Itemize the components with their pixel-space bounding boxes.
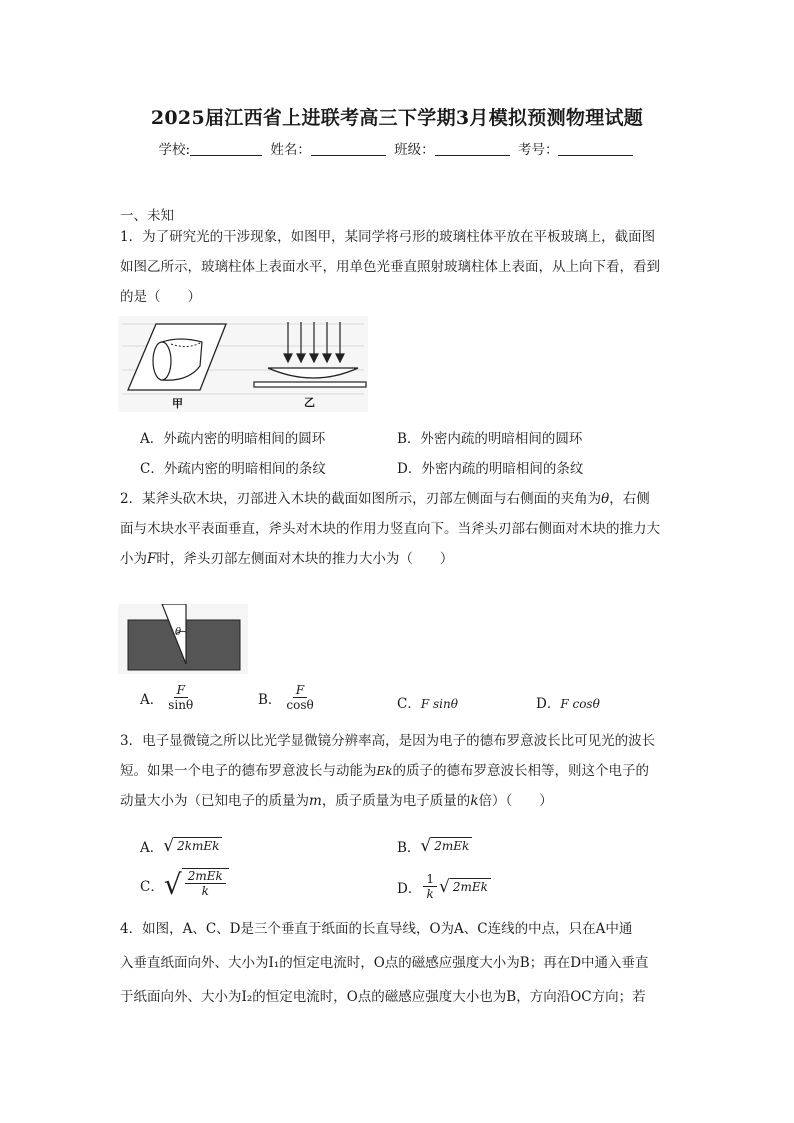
q2-option-d[interactable] <box>536 692 600 712</box>
q3-line-2a: 短。如果一个电子的德布罗意波长与动能为 <box>120 763 377 779</box>
q1-line-3: 的是（ ） <box>120 289 201 305</box>
class-field[interactable] <box>435 141 510 156</box>
q1-line-1: 1．为了研究光的干涉现象，如图甲，某同学将弓形的玻璃柱体平放在平板玻璃上，截面图 <box>120 229 656 245</box>
q2-force-symbol: F <box>147 551 157 567</box>
q3-ek-symbol: Ek <box>376 764 393 778</box>
question-3 <box>120 726 680 816</box>
q2-option-c[interactable] <box>397 692 458 712</box>
q3-b-radicand: 2mEk <box>431 837 472 855</box>
q2-fig-theta: θ <box>175 627 182 638</box>
q3-option-b-sqrt: √ 2mEk <box>420 837 472 855</box>
q2-line-2: 面与木块水平表面垂直，斧头对木块的作用力竖直向下。当斧头刃部右侧面对木块的推力大 <box>120 521 660 537</box>
q3-option-d-sqrt: √ 2mEk <box>439 878 491 896</box>
q3-option-d-coefficient <box>423 872 437 901</box>
q3-option-c[interactable] <box>140 868 229 902</box>
q3-d-radicand: 2mEk <box>450 878 491 896</box>
question-1 <box>120 222 680 312</box>
q3-line-1: 3．电子显微镜之所以比光学显微镜分辨率高，是因为电子的德布罗意波长比可见光的波长 <box>120 733 656 749</box>
q3-line-3a: 动量大小为（已知电子的质量为 <box>120 793 309 809</box>
q3-line-3b: ，质子质量为电子质量的 <box>321 793 471 809</box>
name-label: 姓名： <box>270 142 311 158</box>
page-title: 2025届江西省上进联考高三下学期3月模拟预测物理试题 <box>150 107 644 129</box>
q2-option-a-fraction <box>165 683 196 712</box>
q2-line-3b: 时，斧头刃部左侧面对木块的推力大小为（ ） <box>156 551 454 567</box>
q3-option-d[interactable] <box>397 872 491 901</box>
q2-b-numerator: F <box>293 683 307 698</box>
q3-k-symbol: k <box>470 793 479 809</box>
q3-option-b[interactable] <box>397 836 472 856</box>
q3-option-a-label: A． <box>140 840 164 856</box>
q3-option-b-label: B． <box>397 840 421 856</box>
q3-c-numerator: 2mEk <box>185 869 226 884</box>
exam-no-label: 考号： <box>517 142 559 158</box>
q1-figure <box>118 316 368 412</box>
q3-a-radicand: 2kmEk <box>174 837 222 855</box>
school-label: 学校: <box>158 142 191 158</box>
q1-option-c[interactable]: C．外疏内密的明暗相间的条纹 <box>140 461 326 477</box>
q3-option-d-label: D． <box>397 880 422 897</box>
school-field[interactable] <box>190 141 262 156</box>
q3-line-2b: 的质子的德布罗意波长相等，则这个电子的 <box>392 763 650 779</box>
name-field[interactable] <box>311 141 386 156</box>
q2-a-denominator: sinθ <box>168 698 194 712</box>
q4-line-2: 入垂直纸面向外、大小为I₁的恒定电流时，O点的磁感应强度大小为B；再在D中通入垂直 <box>120 955 649 971</box>
q1-line-2: 如图乙所示，玻璃柱体上表面水平，用单色光垂直照射玻璃柱体上表面，从上向下看，看到 <box>120 259 660 275</box>
class-label: 班级： <box>394 142 435 158</box>
q2-b-denominator: cosθ <box>286 698 314 712</box>
q3-option-a-sqrt: √ 2kmEk <box>163 837 222 855</box>
q2-option-a-label: A． <box>140 691 164 708</box>
question-4 <box>120 912 680 1014</box>
q2-option-a[interactable] <box>140 683 198 712</box>
q2-option-c-label: C． <box>397 696 421 712</box>
q3-d-coef-numerator: 1 <box>423 872 437 887</box>
q1-option-d[interactable]: D．外密内疏的明暗相间的条纹 <box>397 461 584 477</box>
q3-d-coef-denominator: k <box>426 887 434 901</box>
q3-option-c-sqrt: √ $\frac{\text{2mEk}}{k}$ <box>164 868 229 902</box>
q3-c-denominator: k <box>201 884 209 898</box>
q1-option-a[interactable]: A．外疏内密的明暗相间的圆环 <box>140 431 326 447</box>
fig-a-label: 甲 <box>172 397 183 410</box>
q2-line-1: 2．某斧头砍木块，刃部进入木块的截面如图所示，刃部左侧面与右侧面的夹角为 <box>120 491 602 507</box>
q3-line-3c: 倍）（ ） <box>478 793 553 809</box>
q3-option-a[interactable] <box>140 836 222 856</box>
q2-theta: θ <box>601 491 610 507</box>
q2-line-3a: 小为 <box>120 551 147 567</box>
q2-line-1b: ，右侧 <box>609 491 650 507</box>
q2-figure <box>118 604 248 674</box>
student-info-row <box>0 138 794 158</box>
q2-option-b-label: B． <box>258 691 282 708</box>
q2-option-c-value: F sinθ <box>420 697 458 711</box>
q2-option-d-value: F cosθ <box>560 697 600 711</box>
q3-option-c-label: C． <box>140 879 164 895</box>
exam-no-field[interactable] <box>558 141 633 156</box>
q2-option-d-label: D． <box>536 696 561 712</box>
q2-option-b-fraction <box>283 683 316 712</box>
flat-glass-plate <box>254 382 366 387</box>
section-heading: 一、未知 <box>120 208 174 224</box>
q4-line-1: 4．如图，A、C、D是三个垂直于纸面的长直导线，O为A、C连线的中点，只在A中通 <box>120 921 633 937</box>
q1-option-b[interactable]: B．外密内疏的明暗相间的圆环 <box>397 431 583 447</box>
q2-a-numerator: F <box>174 683 188 698</box>
q4-line-3: 于纸面向外、大小为I₂的恒定电流时，O点的磁感应强度大小也为B，方向沿OC方向；若 <box>120 989 646 1005</box>
fig-b-label: 乙 <box>304 396 315 409</box>
question-2 <box>120 484 680 574</box>
q2-option-b[interactable] <box>258 683 319 712</box>
q3-m-symbol: m <box>309 793 322 809</box>
